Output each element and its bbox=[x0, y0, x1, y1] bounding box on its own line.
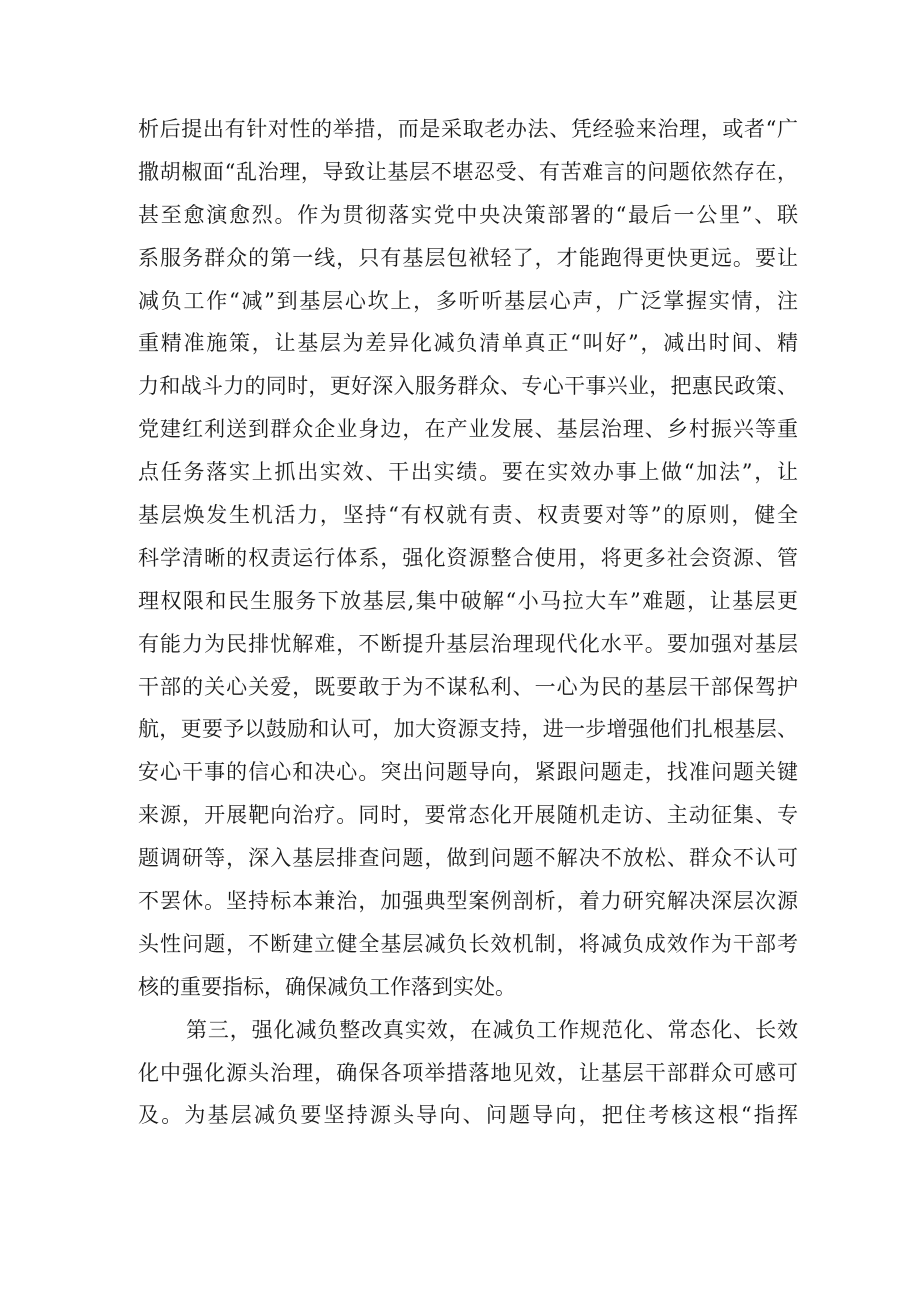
text-line: 来源，开展靶向治疗。同时，要常态化开展随机走访、主动征集、专 bbox=[138, 803, 798, 828]
text-line: 航，更要予以鼓励和认可，加大资源支持，进一步增强他们扎根基层、 bbox=[138, 717, 798, 742]
text-line: 化中强化源头治理，确保各项举措落地见效，让基层干部群众可感可 bbox=[138, 1060, 798, 1085]
text-line: 撒胡椒面“乱治理，导致让基层不堪忍受、有苦难言的问题依然存在， bbox=[138, 159, 798, 184]
text-line: 核的重要指标，确保减负工作落到实处。 bbox=[138, 974, 516, 999]
text-line: 干部的关心关爱，既要敢于为不谋私利、一心为民的基层干部保驾护 bbox=[138, 674, 798, 699]
text-line: 科学清晰的权责运行体系，强化资源整合使用，将更多社会资源、管 bbox=[138, 545, 798, 570]
text-line: 系服务群众的第一线，只有基层包袱轻了，才能跑得更快更远。要让 bbox=[138, 245, 798, 270]
text-line: 析后提出有针对性的举措，而是采取老办法、凭经验来治理，或者“广 bbox=[138, 117, 798, 141]
text-line: 不罢休。坚持标本兼治，加强典型案例剖析，着力研究解决深层次源 bbox=[138, 889, 798, 914]
text-line: 有能力为民排忧解难，不断提升基层治理现代化水平。要加强对基层 bbox=[138, 631, 798, 656]
text-line: 安心干事的信心和决心。突出问题导向，紧跟问题走，找准问题关键 bbox=[138, 760, 798, 785]
text-line: 党建红利送到群众企业身边，在产业发展、基层治理、乡村振兴等重 bbox=[138, 417, 798, 442]
text-line: 及。为基层减负要坚持源头导向、问题导向，把住考核这根“指挥 bbox=[138, 1103, 798, 1128]
text-line: 点任务落实上抓出实效、干出实绩。要在实效办事上做“加法”，让 bbox=[138, 460, 798, 485]
text-line: 力和战斗力的同时，更好深入服务群众、专心干事兴业，把惠民政策、 bbox=[138, 374, 798, 399]
text-line: 减负工作“减”到基层心坎上，多听听基层心声，广泛掌握实情，注 bbox=[138, 288, 798, 313]
text-line: 题调研等，深入基层排查问题，做到问题不解决不放松、群众不认可 bbox=[138, 846, 798, 871]
text-line: 头性问题，不断建立健全基层减负长效机制，将减负成效作为干部考 bbox=[138, 931, 798, 956]
body-text bbox=[138, 108, 798, 1137]
text-line: 重精准施策，让基层为差异化减负清单真正“叫好”，减出时间、精 bbox=[138, 331, 798, 356]
paragraph bbox=[138, 108, 798, 1009]
text-line: 第三，强化减负整改真实效，在减负工作规范化、常态化、长效 bbox=[186, 1017, 798, 1042]
paragraph bbox=[138, 1009, 798, 1138]
text-line: 基层焕发生机活力，坚持“有权就有责、权责要对等”的原则，健全 bbox=[138, 503, 798, 528]
text-line: 理权限和民生服务下放基层,集中破解“小马拉大车”难题，让基层更 bbox=[138, 588, 798, 613]
text-line: 甚至愈演愈烈。作为贯彻落实党中央决策部署的“最后一公里”、联 bbox=[138, 202, 798, 227]
